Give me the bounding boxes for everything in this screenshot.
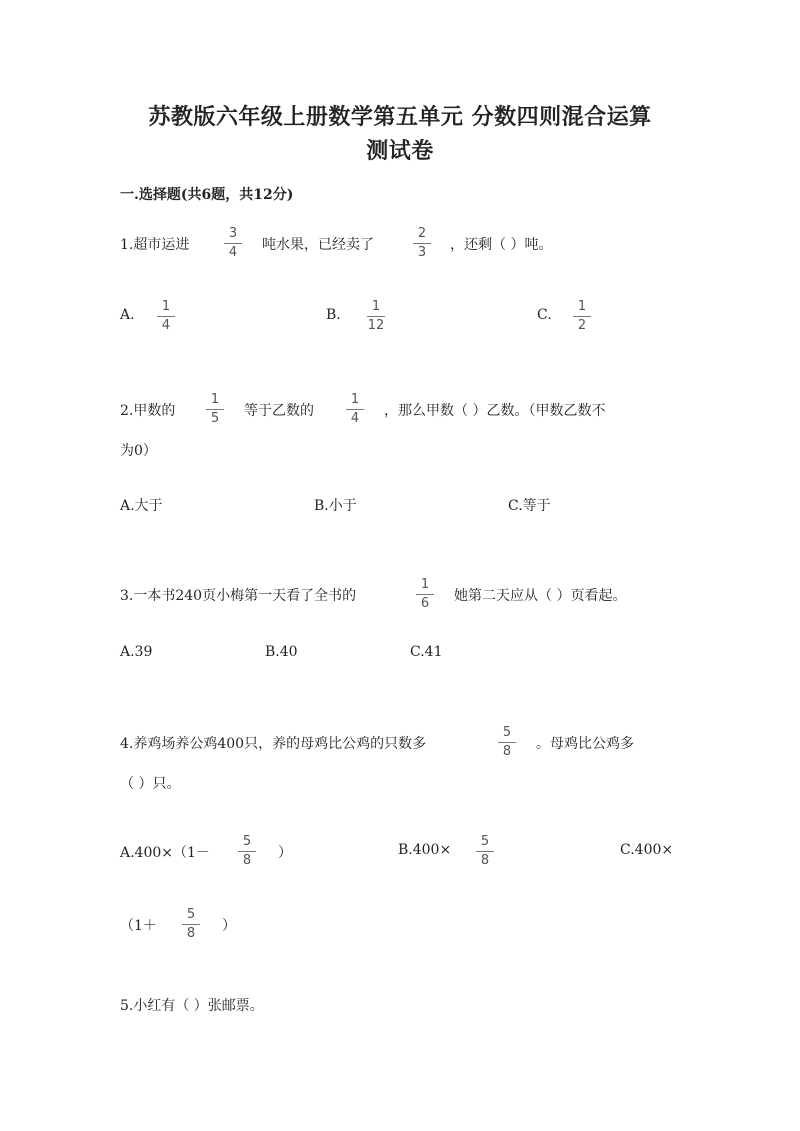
q1-fraction-2: 2 3	[410, 227, 434, 260]
q4-option-c-line2-pre: （1＋	[120, 918, 157, 934]
q4-option-a-pre: A.400×（1－	[120, 845, 210, 861]
q2-option-b: B.小于	[314, 498, 357, 514]
q4-text-pre: 4.养鸡场养公鸡400只，养的母鸡比公鸡的只数多	[120, 736, 427, 752]
q2-option-c: C.等于	[508, 498, 551, 514]
q1-text-post: ，还剩（ ）吨。	[450, 237, 553, 253]
q4-option-c-pre: C.400×	[620, 842, 674, 858]
q4-option-b-fraction: 5 8	[473, 835, 497, 868]
q1-option-c-label: C.	[537, 307, 552, 323]
q3-option-b: B.40	[265, 644, 298, 660]
q1-option-b-fraction: 1 12	[367, 299, 385, 333]
title-line-1: 苏教版六年级上册数学第五单元 分数四则混合运算	[148, 104, 652, 130]
q2-option-a: A.大于	[120, 498, 163, 514]
q3-text-pre: 3.一本书240页小梅第一天看了全书的	[120, 588, 357, 604]
q2-text-pre: 2.甲数的	[120, 403, 176, 419]
q4-option-c-fraction: 5 8	[179, 908, 203, 941]
q3-text-post: 她第二天应从（ ）页看起。	[454, 588, 627, 604]
q4-text-post: 。母鸡比公鸡多	[536, 736, 634, 752]
q1-fraction-1: 3 4	[221, 227, 245, 260]
q3-fraction-1: 1 6	[413, 578, 437, 611]
q2-text-post: ，那么甲数（ ）乙数。（甲数乙数不	[384, 403, 606, 419]
q4-text-line2: （ ）只。	[120, 776, 181, 792]
q1-text-mid: 吨水果，已经卖了	[262, 237, 374, 253]
q2-text-mid: 等于乙数的	[244, 403, 314, 419]
q5-text: 5.小红有（ ）张邮票。	[120, 998, 264, 1014]
q2-fraction-2: 1 4	[343, 393, 367, 426]
q2-fraction-1: 1 5	[203, 393, 227, 426]
q1-text-pre: 1.超市运进	[120, 237, 190, 253]
q1-option-a-label: A.	[120, 307, 135, 323]
q4-option-c-line2-post: ）	[222, 918, 236, 934]
section-heading: 一.选择题(共6题，共12分)	[120, 187, 294, 203]
q4-option-a-fraction: 5 8	[235, 835, 259, 868]
title-line-2: 测试卷	[366, 138, 434, 164]
q1-option-b-label: B.	[326, 307, 341, 323]
q4-option-a-post: ）	[278, 845, 292, 861]
q3-option-a: A.39	[120, 644, 153, 660]
q3-option-c: C.41	[410, 644, 443, 660]
q4-fraction-1: 5 8	[495, 726, 519, 759]
q1-option-a-fraction: 1 4	[154, 300, 178, 333]
q4-option-b-pre: B.400×	[398, 842, 452, 858]
q2-text-line2: 为0）	[120, 443, 157, 459]
q1-option-c-fraction: 1 2	[570, 300, 594, 333]
